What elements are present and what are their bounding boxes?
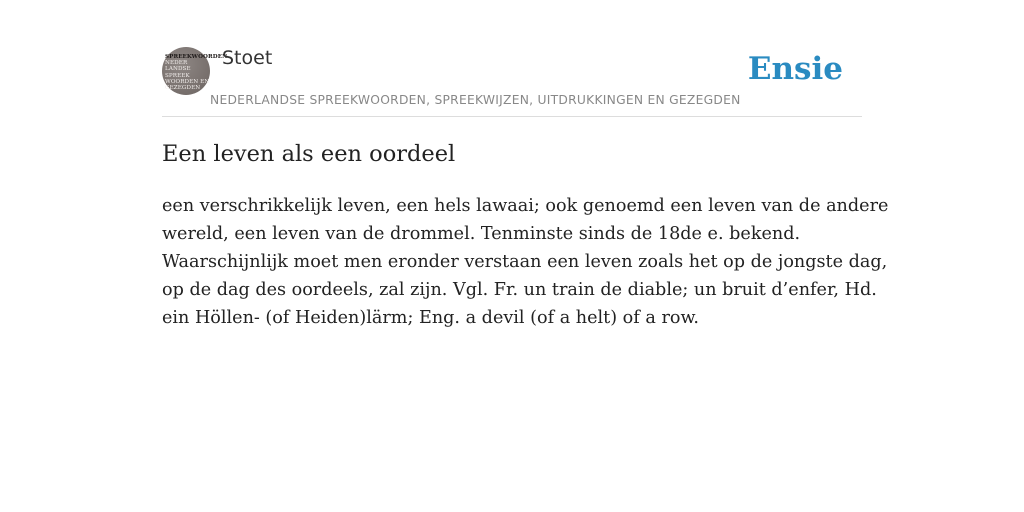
source-avatar[interactable] [162,47,228,95]
entry-body-line: wereld, een leven van de drommel. Tenminste sinds de 18de e. bekend. [162,224,801,244]
source-subtitle: NEDERLANDSE SPREEKWOORDEN, SPREEKWIJZEN, UITDRUKKINGEN EN GEZEGDEN [210,93,741,107]
avatar-cover-text [165,54,228,92]
brand-logo[interactable]: Ensie [747,51,843,87]
avatar-line: WOORDEN EN [165,78,210,85]
entry-body [162,192,889,332]
entry-title: Een leven als een oordeel [162,141,456,167]
avatar-line: NEDER [165,60,188,67]
source-header [162,46,862,117]
entry-body-line: een verschrikkelijk leven, een hels lawaai; ook genoemd een leven van de andere [162,196,889,216]
entry-body-line: op de dag des oordeels, zal zijn. Vgl. Fr. un train de diable; un bruit d’enfer, Hd. [162,280,877,300]
entry-body-line: ein Höllen- (of Heiden)lärm; Eng. a devil (of a helt) of a row. [162,308,700,328]
avatar-line: SPREEK [165,72,190,79]
avatar-line: LANDSE [165,66,191,73]
source-name[interactable]: Stoet [222,47,273,69]
avatar-line: SPREEKWOORDEN [165,54,228,60]
entry-body-line: Waarschijnlijk moet men eronder verstaan een leven zoals het op de jongste dag, [162,252,888,272]
avatar-line: GEZEGDEN [165,85,201,92]
